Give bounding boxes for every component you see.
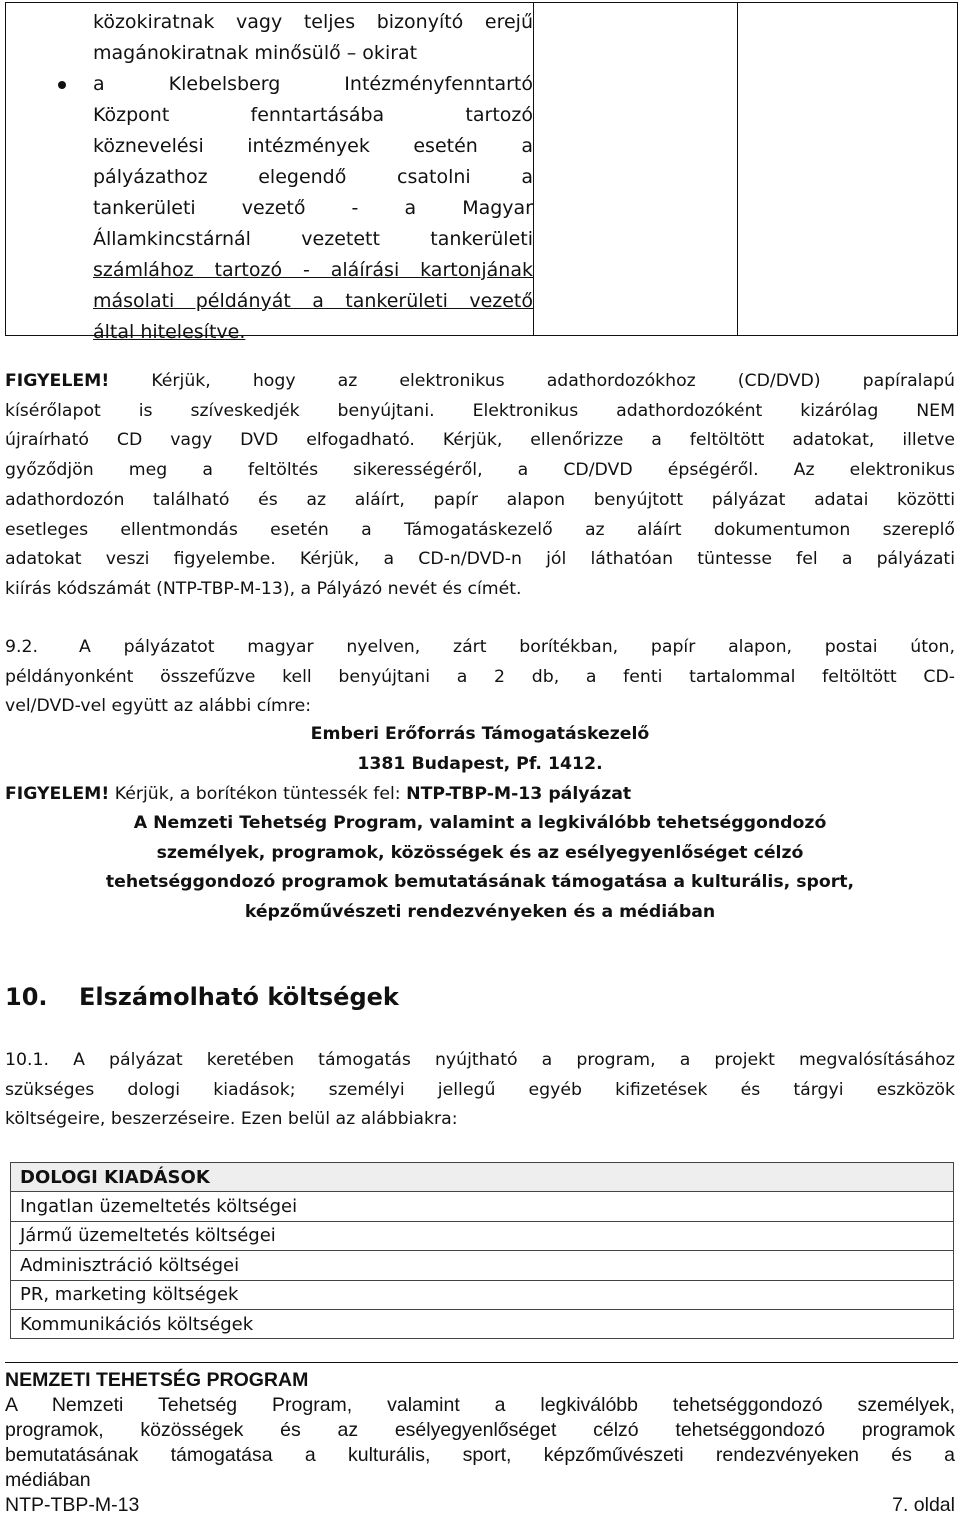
- notice-line: újraírható CD vagy DVD elfogadható. Kérjük, ellenőrizze a feltöltött adatokat, illetve: [5, 430, 955, 451]
- section-line: példányonként összefűzve kell benyújtani a 2 db, a fenti tartalommal feltöltött CD-: [5, 666, 955, 687]
- footer-bottom-row: [5, 1493, 955, 1518]
- program-title-block: [5, 809, 955, 928]
- footer-divider: [5, 1362, 958, 1363]
- notice-line: adatokat veszi figyelembe. Kérjük, a CD-n/DVD-n jól láthatóan tüntesse fel a pályázati: [5, 549, 955, 570]
- footer-program-title: NEMZETI TEHETSÉG PROGRAM: [5, 1369, 309, 1391]
- table-cell: Jármű üzemeltetés költségei: [11, 1221, 954, 1250]
- program-title-line: képzőművészeti rendezvényeken és a médiában: [244, 902, 716, 923]
- footer-code: NTP-TBP-M-13: [5, 1494, 140, 1516]
- footer-line: programok, közösségek és az esélyegyenlőséget célzó tehetséggondozó programok: [5, 1419, 955, 1441]
- section-number: 9.2.: [5, 637, 38, 657]
- section-9-2: [5, 633, 955, 722]
- cell-line: számlához tartozó - aláírási kartonjának: [93, 259, 533, 281]
- table-header-cell: DOLOGI KIADÁSOK: [11, 1163, 954, 1192]
- bullet-icon: [58, 81, 66, 89]
- table-cell: Ingatlan üzemeltetés költségei: [11, 1192, 954, 1221]
- notice-line: kiírás kódszámát (NTP-TBP-M-13), a Pályázó nevét és címét.: [5, 578, 522, 599]
- notice-paragraph: [5, 367, 955, 605]
- footer-line: médiában: [5, 1469, 91, 1491]
- requirements-cell-text: [93, 7, 533, 348]
- cell-line: magánokiratnak minősülő – okirat: [93, 42, 418, 64]
- notice-line: kísérőlapot is szíveskedjék benyújtani. Elektronikus adathordozóként kizárólag NEM: [5, 400, 955, 421]
- subsection-line: A pályázat keretében támogatás nyújtható a program, a projekt megvalósításához: [48, 1050, 955, 1070]
- cell-line: által hitelesítve.: [93, 321, 246, 343]
- envelope-notice-label: FIGYELEM!: [5, 784, 110, 804]
- envelope-notice-code: NTP-TBP-M-13 pályázat: [406, 784, 632, 804]
- cell-line: Központ fenntartásába tartozó: [93, 104, 533, 126]
- subsection-line: költségeire, beszerzéseire. Ezen belül az alábbiakra:: [5, 1109, 458, 1130]
- notice-line: esetleges ellentmondás esetén a Támogatáskezelő az aláírt dokumentumon szereplő: [5, 519, 955, 540]
- envelope-notice: [5, 780, 955, 810]
- table-cell: PR, marketing költségek: [11, 1280, 954, 1309]
- table-divider: [533, 3, 534, 335]
- footer-line: A Nemzeti Tehetség Program, valamint a legkiválóbb tehetséggondozó személyek,: [5, 1394, 955, 1416]
- table-divider: [737, 3, 738, 335]
- footer-page-number: 7. oldal: [892, 1494, 955, 1516]
- cell-line: Államkincstárnál vezetett tankerületi: [93, 228, 533, 250]
- footer: [5, 1368, 955, 1518]
- cell-line: pályázathoz elegendő csatolni a: [93, 166, 533, 188]
- footer-line: bemutatásának támogatása a kulturális, sport, képzőművészeti rendezvényeken és a: [5, 1444, 955, 1466]
- program-title-line: A Nemzeti Tehetség Program, valamint a legkiválóbb tehetséggondozó: [133, 813, 827, 833]
- notice-line: Kérjük, hogy az elektronikus adathordozókhoz (CD/DVD) papíralapú: [109, 371, 955, 391]
- cell-line: másolati példányát a tankerületi vezető: [93, 290, 533, 312]
- notice-line: adathordozón található és az aláírt, papír alapon benyújtott pályázat adatai közötti: [5, 489, 955, 510]
- section-10-1: [5, 1046, 955, 1135]
- notice-line: győződjön meg a feltöltés sikerességéről, a CD/DVD épségéről. Az elektronikus: [5, 460, 955, 481]
- section-10-number: 10.: [5, 983, 48, 1011]
- section-10-title: Elszámolható költségek: [79, 983, 399, 1011]
- subsection-line: szükséges dologi kiadások; személyi jellegű egyéb kifizetések és tárgyi eszközök: [5, 1079, 955, 1100]
- cell-line: tankerületi vezető - a Magyar: [93, 197, 533, 219]
- address-name: Emberi Erőforrás Támogatáskezelő: [310, 724, 650, 744]
- envelope-notice-text: Kérjük, a borítékon tüntessék fel:: [109, 784, 407, 804]
- requirements-table: [5, 2, 958, 343]
- table-cell: Kommunikációs költségek: [11, 1309, 954, 1338]
- table-cell: Adminisztráció költségei: [11, 1251, 954, 1280]
- program-title-line: tehetséggondozó programok bemutatásának támogatása a kulturális, sport,: [105, 872, 855, 893]
- cell-line: a Klebelsberg Intézményfenntartó: [93, 73, 533, 95]
- address-post: 1381 Budapest, Pf. 1412.: [357, 754, 603, 774]
- cost-table: [10, 1162, 954, 1339]
- notice-label: FIGYELEM!: [5, 371, 110, 391]
- section-line: vel/DVD-vel együtt az alábbi címre:: [5, 696, 312, 717]
- cell-line: köznevelési intézmények esetén a: [93, 135, 533, 157]
- section-line: A pályázatot magyar nyelven, zárt borítékban, papír alapon, postai úton,: [79, 637, 955, 657]
- subsection-number: 10.1.: [5, 1050, 49, 1070]
- section-10-heading: [5, 983, 399, 1011]
- program-title-line: személyek, programok, közösségek és az esélyegyenlőséget célzó: [156, 842, 804, 863]
- cell-line: közokiratnak vagy teljes bizonyító erejű: [93, 11, 533, 33]
